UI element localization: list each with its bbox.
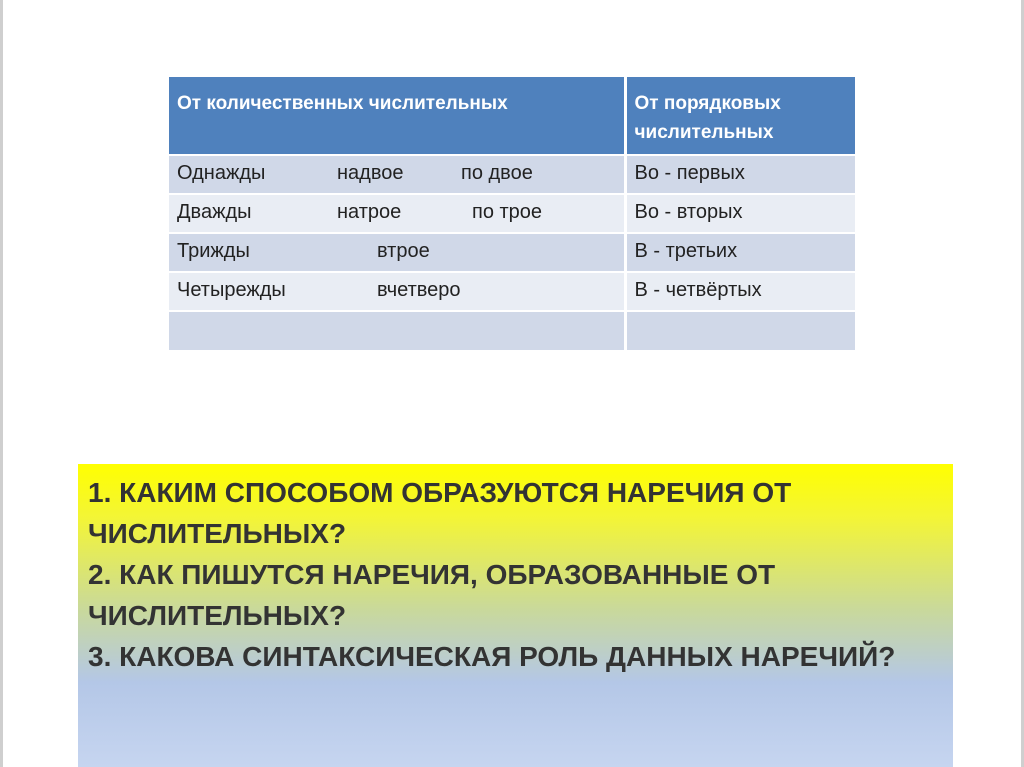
- table-header-row: [169, 77, 855, 155]
- question-3: 3. КАКОВА СИНТАКСИЧЕСКАЯ РОЛЬ ДАННЫХ НАРЕЧИЙ?: [88, 641, 896, 672]
- adverb-word: по двое: [461, 162, 533, 184]
- header-ordinal: От порядковых числительных: [625, 77, 855, 155]
- adverb-word: Четырежды: [177, 279, 286, 301]
- cardinal-cell: [169, 311, 625, 350]
- adverb-word: вчетверо: [377, 279, 461, 301]
- table-row: [169, 155, 855, 194]
- adverb-word: втрое: [377, 240, 430, 262]
- cardinal-cell: [169, 155, 625, 194]
- adverb-word: Трижды: [177, 240, 250, 262]
- slide-left-edge: [0, 0, 3, 767]
- cardinal-cell: [169, 194, 625, 233]
- header-cardinal: От количественных числительных: [169, 77, 625, 155]
- ordinal-cell: Во - вторых: [625, 194, 855, 233]
- ordinal-cell: В - третьих: [625, 233, 855, 272]
- table-row: [169, 311, 855, 350]
- question-1: 1. КАКИМ СПОСОБОМ ОБРАЗУЮТСЯ НАРЕЧИЯ ОТ ЧИСЛИТЕЛЬНЫХ?: [88, 477, 792, 549]
- question-2: 2. КАК ПИШУТСЯ НАРЕЧИЯ, ОБРАЗОВАННЫЕ ОТ ЧИСЛИТЕЛЬНЫХ?: [88, 559, 776, 631]
- adverb-word: Однажды: [177, 162, 266, 184]
- adverb-word: надвое: [337, 162, 404, 184]
- table-row: [169, 194, 855, 233]
- adverb-word: Дважды: [177, 201, 252, 223]
- adverbs-table: [169, 77, 855, 350]
- table-row: [169, 233, 855, 272]
- ordinal-cell: [625, 311, 855, 350]
- adverb-word: по трое: [472, 201, 543, 223]
- cardinal-cell: [169, 272, 625, 311]
- table-row: [169, 272, 855, 311]
- questions-box: [78, 464, 953, 767]
- cardinal-cell: [169, 233, 625, 272]
- ordinal-cell: Во - первых: [625, 155, 855, 194]
- adverb-word: натрое: [337, 201, 402, 223]
- ordinal-cell: В - четвёртых: [625, 272, 855, 311]
